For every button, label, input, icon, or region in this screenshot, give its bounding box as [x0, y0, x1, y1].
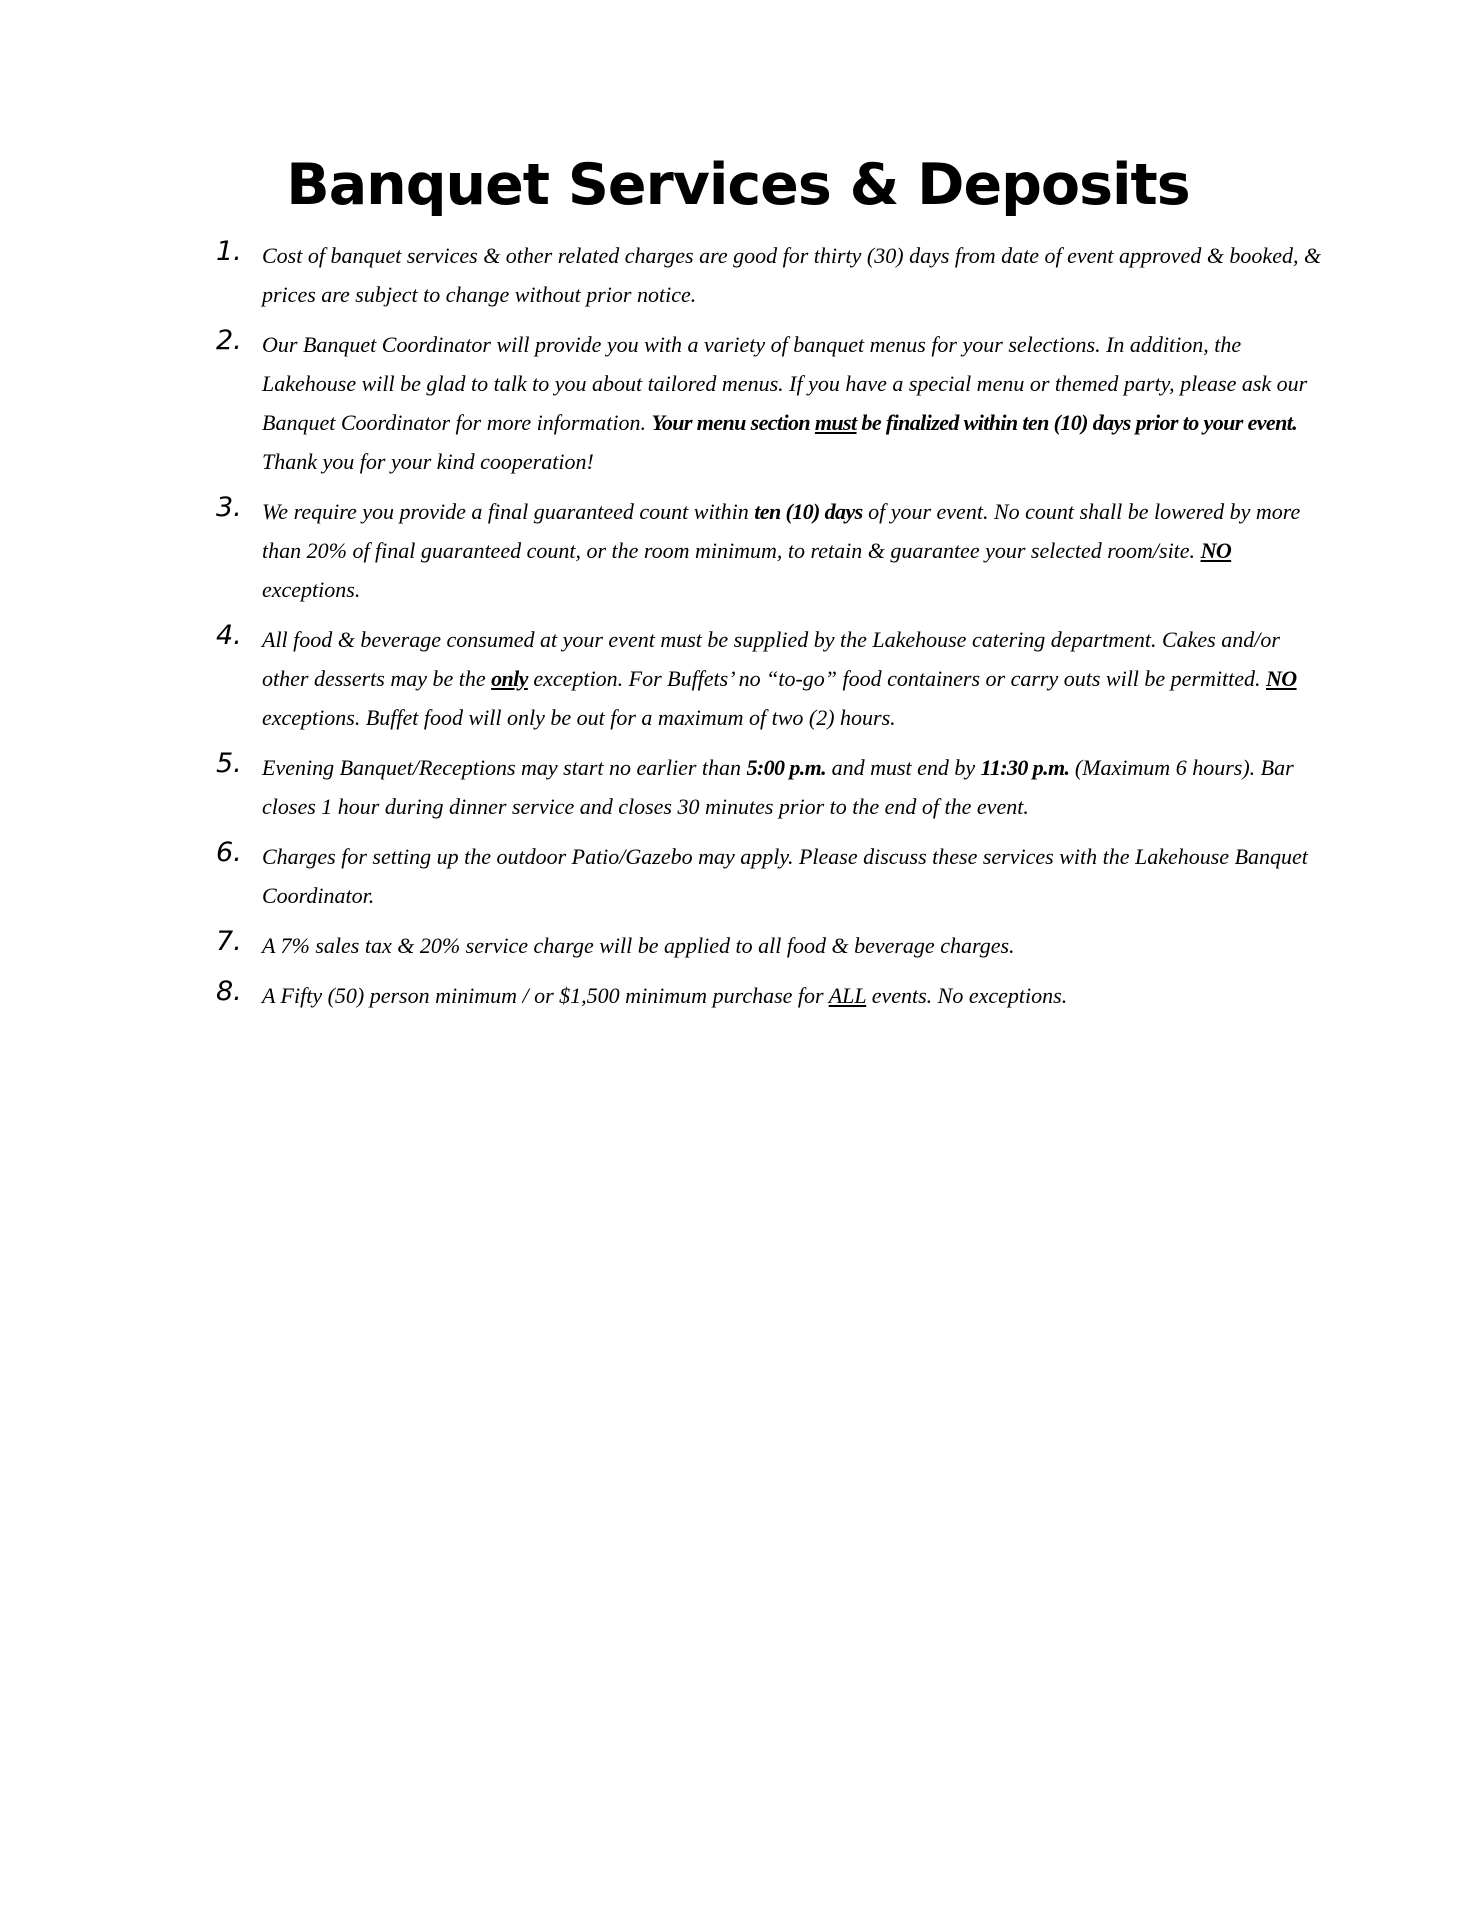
rule-text-segment: exception. For Buffets’ no “to-go” food containers or carry outs will be permitted. [527, 666, 1266, 691]
rule-text-segment: exceptions. [262, 577, 361, 602]
rule-text-segment: Cost of banquet services & other related charges are good for thirty (30) days from date of event approved & booked, & prices are subject to change without prior notice. [262, 243, 1322, 307]
rule-number: 7. [216, 926, 242, 957]
emphasized-text: be finalized within ten (10) days prior to your event. [856, 410, 1298, 435]
rule-text-segment: All food & beverage consumed at your event must be supplied by the Lakehouse catering department. Cakes and/or other desserts may be the [262, 627, 1280, 691]
rule-item [216, 926, 1326, 965]
rule-number: 6. [216, 837, 242, 868]
rule-text-segment: Charges for setting up the outdoor Patio/Gazebo may apply. Please discuss these services with the Lakehouse Banquet Coordinator. [262, 844, 1308, 908]
rule-text [262, 933, 1015, 958]
rule-text-segment: of your event. No count shall be lowered by more than 20% of final guaranteed count, or the room minimum, to retain & guarantee your selected room/site. [262, 499, 1301, 563]
emphasized-text: 5:00 p.m. [746, 755, 827, 780]
rule-text-segment: A Fifty (50) person minimum / or $1,500 minimum purchase for [262, 983, 829, 1008]
rule-number: 3. [216, 492, 242, 523]
emphasized-text: NO [1266, 666, 1297, 691]
rule-item [216, 837, 1326, 915]
rule-text-segment: Evening Banquet/Receptions may start no earlier than [262, 755, 747, 780]
rules-list [216, 236, 1326, 1026]
rule-number: 8. [216, 976, 242, 1007]
rule-text-segment: exceptions. Buffet food will only be out for a maximum of two (2) hours. [262, 705, 896, 730]
document-title: Banquet Services & Deposits [286, 152, 1190, 218]
rule-text-segment: A 7% sales tax & 20% service charge will be applied to all food & beverage charges. [262, 933, 1015, 958]
rule-item [216, 620, 1326, 737]
rule-item [216, 748, 1326, 826]
rule-text-segment: We require you provide a final guaranteed count within [262, 499, 755, 524]
rule-text [262, 755, 1294, 819]
rule-text-segment: and must end by [826, 755, 981, 780]
underlined-text: ALL [828, 983, 867, 1008]
rule-text [262, 844, 1308, 908]
rule-text [262, 499, 1300, 602]
rule-text [262, 627, 1297, 730]
rule-number: 5. [216, 748, 242, 779]
emphasized-text: only [491, 666, 528, 691]
rule-text [262, 243, 1321, 307]
rule-number: 1. [216, 236, 242, 267]
emphasized-text: NO [1200, 538, 1232, 563]
rule-number: 2. [216, 325, 242, 356]
rule-text-segment: Thank you for your kind cooperation! [262, 449, 594, 474]
rule-text-segment: (Maximum 6 hours). Bar closes 1 hour during dinner service and closes 30 minutes prior to the end of the event. [262, 755, 1294, 819]
rule-item [216, 325, 1326, 481]
emphasized-text: must [814, 410, 857, 435]
rule-text-segment: events. No exceptions. [866, 983, 1068, 1008]
rule-item [216, 236, 1326, 314]
rule-text [262, 332, 1307, 474]
rule-text [262, 983, 1067, 1008]
rule-item [216, 492, 1326, 609]
rule-number: 4. [216, 620, 242, 651]
emphasized-text: 11:30 p.m. [980, 755, 1070, 780]
rule-text-segment: Our Banquet Coordinator will provide you with a variety of banquet menus for your selections. In addition, the Lakehouse will be glad to talk to you about tailored menus. If you have a special menu or themed party, please ask our Banquet Coordinator for more information. [262, 332, 1308, 435]
rule-item [216, 976, 1326, 1015]
emphasized-text: ten (10) days [754, 499, 863, 524]
emphasized-text: Your menu section [651, 410, 815, 435]
